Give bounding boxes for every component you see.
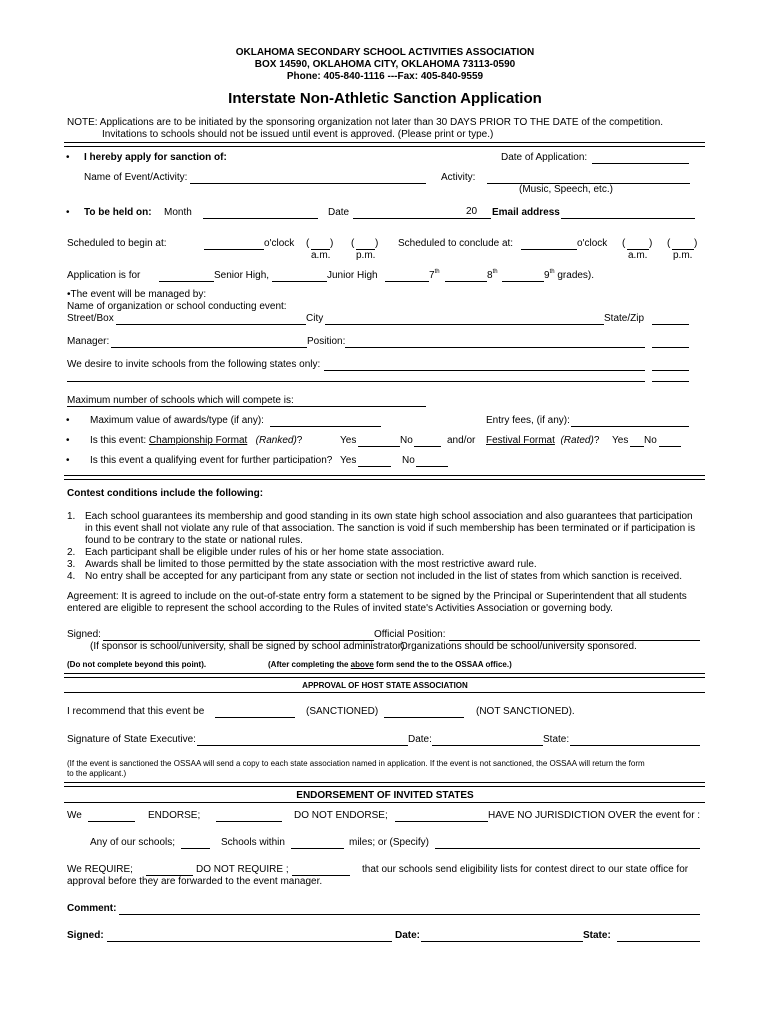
endorsement-heading: ENDORSEMENT OF INVITED STATES (296, 790, 474, 801)
date-of-application-label: Date of Application: (501, 152, 588, 163)
email-label: Email address (492, 207, 560, 218)
invite-states-extra-2[interactable] (652, 381, 689, 382)
city-label: City (306, 313, 324, 324)
endorse-state-label: State: (583, 930, 611, 941)
condition-1-line-3: found to be contrary to the state or national rules. (85, 535, 303, 546)
grade-8-field[interactable] (445, 281, 487, 282)
position-field[interactable] (345, 347, 645, 348)
after-completing-note (268, 660, 512, 669)
entry-fees-label: Entry fees, (if any): (486, 415, 570, 426)
miles-specify-label: miles; or (Specify) (349, 837, 430, 848)
ordinal-suffix: th (492, 269, 498, 275)
host-state-label: State: (543, 734, 570, 745)
condition-4-text: No entry shall be accepted for any participant from any state or section not included in the list of states from which sanction is received. (85, 571, 682, 582)
condition-1-line-2: in this event shall not violate any rule of that association. The sanction is void if such membership has been terminated or if participation is (85, 523, 696, 534)
host-note-line-2: to the applicant.) (67, 769, 127, 778)
rated-yes-label: Yes (612, 435, 629, 446)
bullet: • (66, 455, 70, 466)
senior-high-label: Senior High, (214, 270, 270, 281)
paren: ( (351, 238, 355, 249)
is-event-label: Is this event: (90, 435, 147, 446)
qualifying-question: Is this event a qualifying event for further participation? (90, 455, 333, 466)
after-completing-suffix: form send the to the OSSAA office.) (373, 660, 512, 669)
manager-label: Manager: (67, 336, 110, 347)
conclude-am-label: a.m. (628, 250, 648, 261)
rated-yes-field[interactable] (630, 446, 644, 447)
divider (64, 142, 705, 147)
divider (64, 802, 705, 803)
junior-high-label: Junior High (327, 270, 378, 281)
after-completing-prefix: (After completing the (268, 660, 351, 669)
held-on-label: To be held on: (84, 207, 152, 218)
event-format-question (90, 435, 302, 447)
agreement-line-2: entered are eligible to represent the school according to the Rules of invited state's Activities Association or governing body. (67, 603, 613, 614)
grades-label: grades). (557, 270, 595, 281)
divider (64, 673, 705, 678)
bullet: • (66, 435, 70, 446)
city-field[interactable] (325, 324, 604, 325)
apply-label: I hereby apply for sanction of: (84, 152, 227, 163)
no-jurisdiction-field[interactable] (395, 821, 488, 822)
org-address: BOX 14590, OKLAHOMA CITY, OKLAHOMA 73113-0590 (254, 59, 516, 70)
form-title: Interstate Non-Athletic Sanction Application (228, 90, 542, 107)
begin-label: Scheduled to begin at: (67, 238, 167, 249)
org-name: OKLAHOMA SECONDARY SCHOOL ACTIVITIES ASSOCIATION (235, 47, 535, 58)
not-sanctioned-field[interactable] (384, 717, 464, 718)
month-field[interactable] (203, 218, 318, 219)
street-field[interactable] (116, 324, 306, 325)
schools-within-miles-field[interactable] (291, 848, 344, 849)
eligibility-label: that our schools send eligibility lists for contest direct to our state office for (362, 864, 689, 875)
championship-format-label: Championship Format (148, 435, 248, 446)
max-schools-label: Maximum number of schools which will compete is: (67, 395, 294, 406)
do-not-endorse-label: DO NOT ENDORSE; (294, 810, 388, 821)
bullet: • (66, 152, 70, 163)
junior-high-field[interactable] (272, 281, 327, 282)
note-line-2: Invitations to schools should not be issued until event is approved. (Please print or type.) (102, 129, 494, 140)
sanctioned-label: (SANCTIONED) (306, 706, 379, 717)
begin-am-label: a.m. (311, 250, 331, 261)
event-name-field[interactable] (190, 183, 426, 184)
grade-8-number: 8 (487, 270, 493, 281)
no-jurisdiction-label: HAVE NO JURISDICTION OVER the event for : (488, 810, 701, 821)
state-executive-signature-field[interactable] (197, 745, 408, 746)
agreement-line-1: Agreement: It is agreed to include on the out-of-state entry form a statement to be signed by the Principal or Superintendent that all students (67, 591, 687, 602)
month-label: Month (164, 207, 192, 218)
invite-states-field-2[interactable] (67, 381, 645, 382)
host-state-field[interactable] (570, 745, 700, 746)
signed-label: Signed: (67, 629, 101, 640)
grade-9-field[interactable] (502, 281, 544, 282)
qualifying-no-field[interactable] (416, 466, 448, 467)
conditions-heading: Contest conditions include the following: (67, 488, 264, 499)
max-awards-label: Maximum value of awards/type (if any): (90, 415, 264, 426)
org-phone: Phone: 405-840-1116 ---Fax: 405-840-9559 (286, 71, 484, 82)
paren: ) (649, 238, 653, 249)
invite-states-field-1[interactable] (324, 370, 645, 371)
ranked-yes-label: Yes (340, 435, 357, 446)
host-approval-heading: APPROVAL OF HOST STATE ASSOCIATION (302, 681, 468, 690)
condition-3-text: Awards shall be limited to those permitted by the state association with the most restrictive award rule. (85, 559, 537, 570)
begin-pm-label: p.m. (356, 250, 376, 261)
grade-7-label (429, 270, 440, 282)
conclude-pm-label: p.m. (673, 250, 693, 261)
ranked-no-field[interactable] (414, 446, 441, 447)
schools-within-label: Schools within (221, 837, 285, 848)
do-not-endorse-field[interactable] (216, 821, 282, 822)
activity-hint: (Music, Speech, etc.) (519, 184, 613, 195)
paren: ) (694, 238, 698, 249)
approval-label: approval before they are forwarded to the event manager. (67, 876, 323, 887)
divider (64, 475, 705, 480)
divider (64, 782, 705, 787)
managed-by-label: •The event will be managed by: (67, 289, 207, 300)
organization-name-label: Name of organization or school conducting event: (67, 301, 287, 312)
date-field[interactable] (353, 218, 491, 219)
paren: ) (330, 238, 334, 249)
condition-3-number: 3. (67, 559, 76, 570)
rated-no-label: No (644, 435, 657, 446)
begin-oclock: o'clock (264, 238, 295, 249)
condition-1-number: 1. (67, 511, 76, 522)
andor-label: and/or (447, 435, 476, 446)
qualifying-yes-label: Yes (340, 455, 357, 466)
do-not-complete-note: (Do not complete beyond this point). (67, 660, 207, 669)
endorse-date-field[interactable] (421, 941, 583, 942)
conclude-label: Scheduled to conclude at: (398, 238, 514, 249)
divider (64, 692, 705, 693)
email-field[interactable] (561, 218, 695, 219)
sanctioned-field[interactable] (215, 717, 295, 718)
endorse-field[interactable] (88, 821, 135, 822)
ordinal-suffix: th (434, 269, 440, 275)
max-schools-underline (67, 406, 300, 407)
do-not-require-label: DO NOT REQUIRE ; (196, 864, 289, 875)
above-word: above (350, 660, 374, 669)
ordinal-suffix: th (549, 269, 555, 275)
ranked-no-label: No (400, 435, 413, 446)
festival-format-label: Festival Format (486, 435, 555, 446)
date-label: Date (328, 207, 350, 218)
year-prefix: 20 (466, 206, 478, 217)
condition-4-number: 4. (67, 571, 76, 582)
comment-field[interactable] (119, 914, 700, 915)
max-awards-field[interactable] (270, 426, 381, 427)
any-schools-label: Any of our schools; (90, 837, 176, 848)
grade-8-label (487, 270, 498, 282)
organization-note: Organizations should be school/university sponsored. (400, 641, 637, 652)
recommend-label: I recommend that this event be (67, 706, 205, 717)
paren: ( (622, 238, 626, 249)
not-sanctioned-label: (NOT SANCTIONED). (476, 706, 575, 717)
grade-7-field[interactable] (385, 281, 429, 282)
we-require-label: We REQUIRE; (67, 864, 133, 875)
paren: ) (375, 238, 379, 249)
question-mark: ? (296, 435, 303, 446)
we-label: We (67, 810, 82, 821)
max-schools-field[interactable] (300, 406, 426, 407)
host-date-field[interactable] (432, 745, 543, 746)
event-name-label: Name of Event/Activity: (84, 172, 188, 183)
begin-time-field[interactable] (204, 249, 264, 250)
date-of-application-field[interactable] (592, 163, 689, 164)
senior-high-field[interactable] (159, 281, 214, 282)
endorse-signed-label: Signed: (67, 930, 104, 941)
endorse-date-label: Date: (395, 930, 421, 941)
position-extra-field[interactable] (652, 347, 689, 348)
paren: ( (667, 238, 671, 249)
ranked-label: (Ranked) (255, 435, 297, 446)
state-zip-field[interactable] (652, 324, 689, 325)
host-date-label: Date: (408, 734, 432, 745)
grade-9-label (544, 270, 594, 282)
condition-2-number: 2. (67, 547, 76, 558)
endorse-state-field[interactable] (617, 941, 700, 942)
qualifying-no-label: No (402, 455, 415, 466)
note-line-1: NOTE: Applications are to be initiated by the sponsoring organization not later than 30 DAYS PRIOR TO THE DATE of the competition. (67, 117, 664, 128)
position-label: Position: (307, 336, 346, 347)
comment-label: Comment: (67, 903, 117, 914)
endorse-label: ENDORSE; (148, 810, 201, 821)
qualifying-yes-field[interactable] (358, 466, 391, 467)
conclude-time-field[interactable] (521, 249, 577, 250)
paren: ( (306, 238, 310, 249)
ranked-yes-field[interactable] (358, 446, 400, 447)
any-schools-field[interactable] (181, 848, 210, 849)
sponsor-note: (If sponsor is school/university, shall be signed by school administrator) (90, 641, 405, 652)
street-label: Street/Box (67, 313, 114, 324)
application-for-label: Application is for (67, 270, 141, 281)
activity-label: Activity: (441, 172, 476, 183)
rated-no-field[interactable] (659, 446, 681, 447)
condition-1-line-1: Each school guarantees its membership and good standing in its own state high school association and also guarantees that participation (85, 511, 693, 522)
bullet: • (66, 415, 70, 426)
entry-fees-field[interactable] (571, 426, 689, 427)
invite-states-extra-1[interactable] (652, 370, 689, 371)
official-position-label: Official Position: (374, 629, 446, 640)
endorse-signed-field[interactable] (107, 941, 392, 942)
specify-field[interactable] (435, 848, 700, 849)
conclude-oclock: o'clock (577, 238, 608, 249)
state-zip-label: State/Zip (604, 313, 645, 324)
bullet: • (66, 207, 70, 218)
condition-2-text: Each participant shall be eligible under rules of his or her home state association. (85, 547, 445, 558)
invite-states-label: We desire to invite schools from the following states only: (67, 359, 321, 370)
grade-7-number: 7 (429, 270, 435, 281)
host-note-line-1: (If the event is sanctioned the OSSAA will send a copy to each state association named in application. If the event is not sanctioned, the OSSAA will return the form (67, 759, 645, 768)
question-mark: ? (593, 435, 600, 446)
state-executive-signature-label: Signature of State Executive: (67, 734, 196, 745)
manager-field[interactable] (111, 347, 307, 348)
rated-label: (Rated) (560, 435, 594, 446)
grade-9-number: 9 (544, 270, 550, 281)
festival-question (486, 435, 599, 447)
